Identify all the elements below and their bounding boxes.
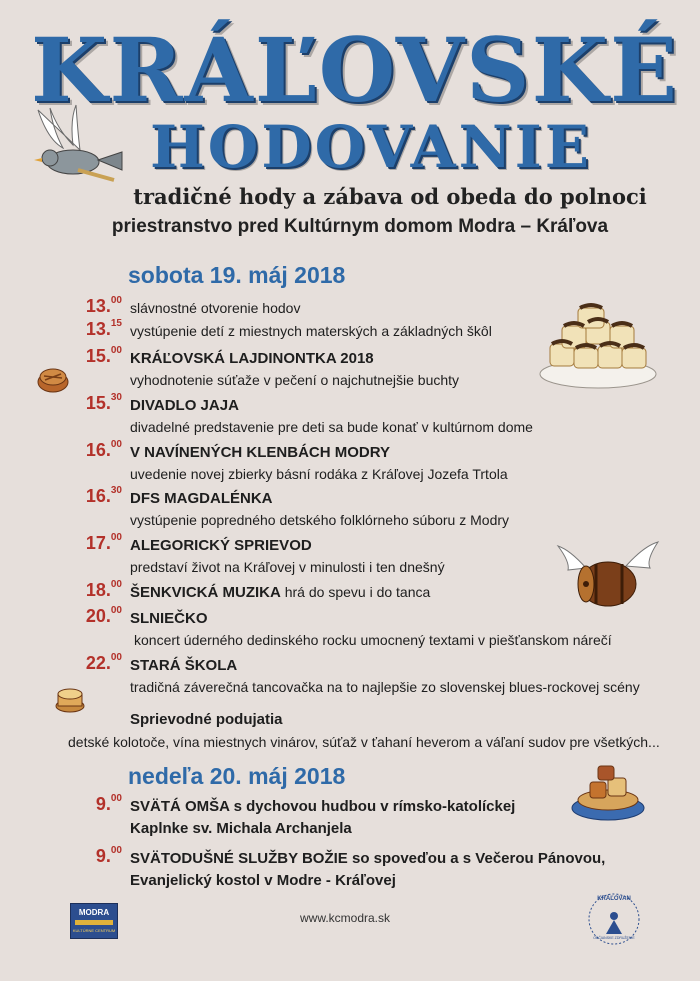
event-title: SLNIEČKO xyxy=(130,610,208,627)
event-title: DIVADLO JAJA xyxy=(130,397,239,414)
event-time: 13.15 xyxy=(85,318,122,339)
event-title: ALEGORICKÝ SPRIEVOD xyxy=(130,537,312,554)
event-description: koncert úderného dedinského rocku umocnený textami v piešťanskom nárečí xyxy=(134,632,612,648)
kralovan-logo-subtext: OBČIANSKE ZDRUŽENIE xyxy=(593,936,635,940)
event-description: divadelné predstavenie pre deti sa bude konať v kultúrnom dome xyxy=(130,419,533,435)
event-line: ŠENKVICKÁ MUZIKA hrá do spevu i do tanca xyxy=(130,584,431,601)
event-time: 17.00 xyxy=(85,532,122,553)
modra-logo: MODRA KULTÚRNE CENTRUM xyxy=(70,903,118,939)
event-time: 15.30 xyxy=(85,392,122,413)
title-line-2: HODOVANIE xyxy=(150,113,592,181)
event-location: Evanjelický kostol v Modre - Kráľovej xyxy=(130,872,396,889)
pie-illustration xyxy=(36,364,70,394)
event-description: slávnostné otvorenie hodov xyxy=(130,300,301,316)
event-time: 22.00 xyxy=(85,652,122,673)
cake-illustration xyxy=(54,684,86,714)
event-time: 16.30 xyxy=(85,485,122,506)
pastry-plate-illustration xyxy=(536,300,660,392)
event-description: predstaví život na Kráľovej v minulosti i ten dnešný xyxy=(130,559,445,575)
subtitle-venue: priestranstvo pred Kultúrnym domom Modra – Kráľova xyxy=(111,216,609,237)
event-time: 9.00 xyxy=(95,793,122,814)
website-link[interactable]: www.kcmodra.sk xyxy=(300,911,391,925)
event-line: SVÄTÁ OMŠA s dychovou hudbou v rímsko-katolíckej xyxy=(130,798,516,815)
event-time: 18.00 xyxy=(85,579,122,600)
event-location: Kaplnke sv. Michala Archanjela xyxy=(130,820,352,837)
event-title: STARÁ ŠKOLA xyxy=(130,657,238,674)
event-time: 15.00 xyxy=(85,345,122,366)
event-description: uvedenie novej zbierky básní rodáka z Kráľovej Jozefa Trtola xyxy=(130,466,508,482)
event-title: KRÁĽOVSKÁ LAJDINONTKA 2018 xyxy=(130,350,374,367)
event-title: DFS MAGDALÉNKA xyxy=(130,490,273,507)
event-title: V NAVÍNENÝCH KLENBÁCH MODRY xyxy=(130,444,391,461)
kralovan-logo-text: KRÁĽOVAN xyxy=(597,896,631,902)
title-line-1: KRÁĽOVSKÉ xyxy=(30,18,680,122)
flying-barrel-illustration xyxy=(556,540,660,612)
event-time: 9.00 xyxy=(95,845,122,866)
food-bowl-illustration xyxy=(568,758,648,824)
event-description: tradičná záverečná tancovačka na to najlepšie zo slovenskej blues-rockovej scény xyxy=(130,679,640,695)
event-description: vystúpenie popredného detského folklórneho súboru z Modry xyxy=(130,512,510,528)
kralovan-logo xyxy=(584,890,644,948)
side-events-heading: Sprievodné podujatia xyxy=(130,711,283,728)
sunday-heading: nedeľa 20. máj 2018 xyxy=(128,763,346,789)
event-time: 13.00 xyxy=(85,295,122,316)
event-description: vyhodnotenie súťaže v pečení o najchutnejšie buchty xyxy=(130,372,460,388)
saturday-heading: sobota 19. máj 2018 xyxy=(128,262,346,288)
subtitle-tagline: tradičné hody a zábava od obeda do polnoci xyxy=(133,184,647,209)
event-time: 16.00 xyxy=(85,439,122,460)
event-line: SVÄTODUŠNÉ SLUŽBY BOŽIE so spoveďou a s Večerou Pánovou, xyxy=(130,850,606,867)
event-description: vystúpenie detí z miestnych materských a základných škôl xyxy=(130,323,492,339)
event-time: 20.00 xyxy=(85,605,122,626)
side-events-text: detské kolotoče, vína miestnych vinárov, súťaž v ťahaní heverom a váľaní sudov pre všetkých... xyxy=(68,734,660,750)
